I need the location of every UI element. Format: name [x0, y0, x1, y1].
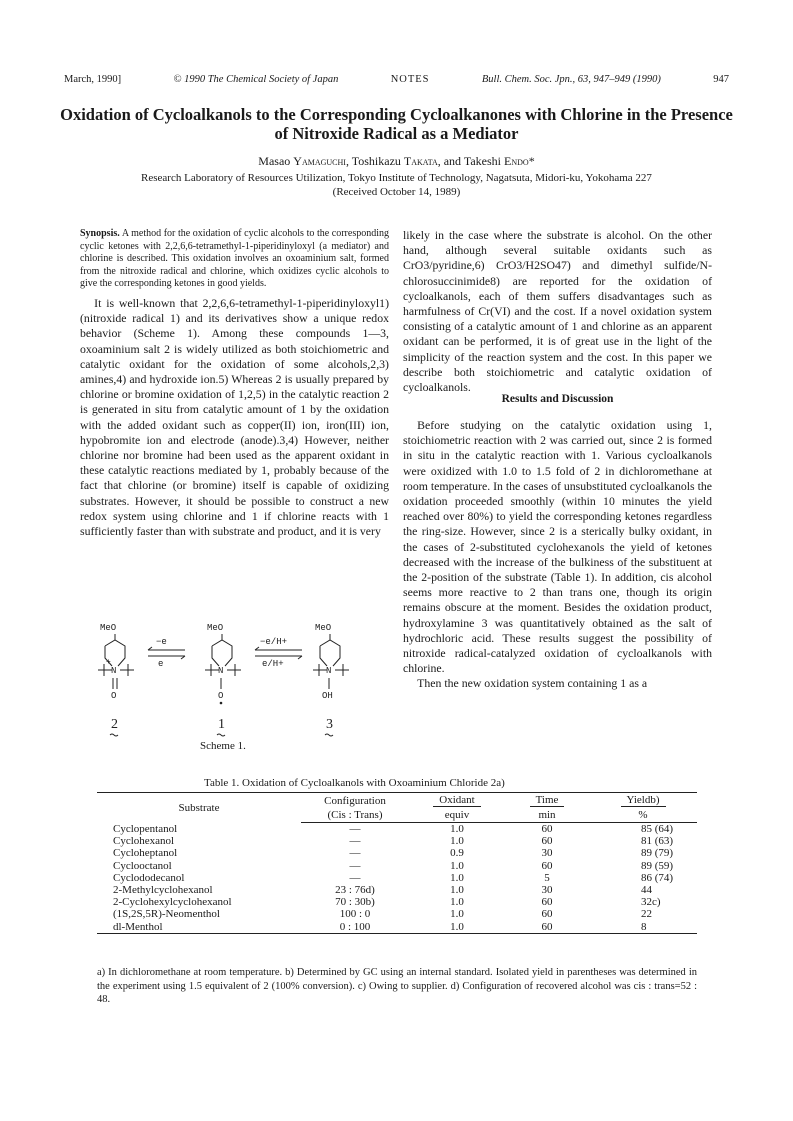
cell-time: 60 — [541, 823, 553, 835]
results-text: Before studying on the catalytic oxidation using 1, stoichiometric reaction with 2 was carried out, since 2 is formed in situ in the catalytic reaction with 1. Various cycloalkanols were oxidized with 1.0 to 1.5 fold of 2 in dichloromethane at room temperature. In the cases of unsubstituted cycloalkanols the oxidation proceeded smoothly (within 10 minutes the yield reached over 80%) to yield the corresponding ketones regardless the ring-size. However, since 2 is a sterically bulky oxidant, in the cases of 2-substituted cyclohexanols the yield of ketones decreased with the increase of the bulkiness of the substituent at the 2-position of the substrate (Table 1). In addition, cis alcohol seems more reactive to 2 than trans one, though its origin remains obscure at the moment. Besides the oxidation product, hydroxylamine 3 was quantitatively obtained as the salt of hydrochloric acid. These results suggest the possibility of nitroxide radical-catalyzed oxidation of cycloalkanols with chlorine. Then the new oxidation system containing 1 as a — [403, 418, 712, 691]
col-header-yield: Yieldb) — [621, 794, 666, 807]
received-date: (Received October 14, 1989) — [332, 185, 461, 198]
arrow-label: −e/H+ — [260, 637, 288, 647]
col-header-oxidant: Oxidant — [433, 794, 480, 807]
cell-substrate: Cycloheptanol — [113, 847, 178, 860]
table-row — [97, 872, 697, 884]
table-row — [97, 896, 697, 908]
cell-time: 5 — [544, 871, 550, 884]
table-body — [97, 823, 697, 934]
cell-time: 60 — [541, 835, 553, 848]
affiliation: Research Laboratory of Resources Utilization, Tokyo Institute of Technology, Nagatsuta, Midori-ku, Yokohama 227 (Received October 14, 1989) — [60, 172, 733, 199]
cell-time: 60 — [541, 859, 553, 872]
section-heading: Results and Discussion — [501, 393, 614, 405]
cell-substrate: Cyclooctanol — [113, 859, 172, 872]
compound-label: 2 — [111, 717, 118, 732]
cell-oxidant: 1.0 — [450, 871, 464, 884]
cell-time: 30 — [541, 884, 553, 897]
meo-label: MeO — [100, 623, 117, 633]
table-footnote: a) In dichloromethane at room temperature. b) Determined by GC using an internal standard. Isolated yield in parentheses was determined in the experiment using 1.5 equivalent of 2 (100% conversion). c) Owing to supplier. d) Configuration of recovered alcohol was cis : trans=52 : 48. — [97, 967, 697, 1005]
table-caption: Table 1. Oxidation of Cycloalkanols with Oxoaminium Chloride 2a) — [204, 777, 505, 789]
meo-label: MeO — [207, 623, 224, 633]
atom-n: N — [218, 666, 224, 676]
cell-oxidant: 0.9 — [450, 847, 464, 860]
journal-citation: Bull. Chem. Soc. Jpn., 63, 947–949 (1990) — [481, 74, 661, 85]
cell-oxidant: 1.0 — [450, 908, 464, 921]
cell-substrate: 2-Cyclohexylcyclohexanol — [113, 896, 232, 909]
meo-label: MeO — [315, 623, 332, 633]
synopsis-text: A method for the oxidation of cyclic alcohols to the corresponding cyclic ketones with 2,2,6,6-tetramethyl-1-piperidinyloxyl (a mediator) and chlorine is described. This oxidation involves an oxoaminium salt, formed from the nitroxide radical and chlorine, which oxidizes cyclic alcohols to give the corresponding ketones in good yields. — [80, 228, 389, 289]
cell-config: — — [349, 835, 361, 848]
table-row — [97, 860, 697, 872]
cell-oxidant: 1.0 — [450, 896, 464, 909]
cell-config: — — [349, 859, 361, 872]
atom-o: O — [218, 691, 224, 701]
cell-yield: 8 — [589, 921, 697, 934]
synopsis-label: Synopsis. — [80, 228, 120, 239]
copyright: © 1990 The Chemical Society of Japan — [173, 74, 339, 85]
atom-o: O — [111, 691, 117, 701]
cell-oxidant: 1.0 — [409, 921, 505, 934]
scheme-caption: Scheme 1. — [200, 740, 246, 752]
cell-yield: 89 (59) — [641, 859, 674, 872]
cell-substrate: dl-Menthol — [97, 921, 301, 934]
compound-label: 3 — [326, 717, 333, 732]
table-row — [97, 835, 697, 847]
col-header-substrate: Substrate — [97, 793, 301, 823]
cell-substrate: 2-Methylcyclohexanol — [113, 884, 213, 897]
table-row — [97, 847, 697, 859]
cell-time: 60 — [541, 908, 553, 921]
section-label: NOTES — [390, 74, 430, 85]
cell-yield: 81 (63) — [641, 835, 674, 848]
cell-substrate: (1S,2S,5R)-Neomenthol — [113, 908, 220, 921]
cell-config: — — [349, 823, 361, 835]
cell-yield: 85 (64) — [641, 823, 674, 835]
compound-label: 1 — [218, 717, 225, 732]
cell-config: 23 : 76d) — [335, 884, 375, 897]
synopsis — [80, 228, 389, 291]
arrow-label: e — [158, 659, 164, 669]
author-surname: Takata — [403, 154, 438, 168]
col-header-configuration: Configuration — [301, 793, 409, 809]
cell-yield: 89 (79) — [641, 847, 674, 860]
intro-paragraph: It is well-known that 2,2,6,6-tetramethyl-1-piperidinyloxyl1) (nitroxide radical 1) and its derivatives show a unique redox behavior (Scheme 1). Among these compounds 1—3, oxoaminium salt 2 is widely utilized as both stoichiometric and catalytic oxidant for the oxidation of some alcohols,2,3) amines,4) and hydroxide ion.5) Whereas 2 is usually prepared by chlorine or bromine oxidation of 1,2,5) in the catalytic reaction 2 is generated in situ from catalytic amount of 1 by the oxidation with the added oxidant such as copper(II) ion, iron(III) ion, hypobromite ion and electrode (anode).3,4) However, neither chlorine nor bromine had been used as the apparent oxidant in these catalytic reactions mediated by 1, probably because of the fact that chlorine (or bromine) itself is capable of oxidizing substrates. However, it should be possible to construct a new redox system using chlorine and 1 if chlorine reacts with 1 sufficiently faster than with substrate and product, and it is very — [80, 296, 389, 539]
article-title: Oxidation of Cycloalkanols to the Corresponding Cycloalkanones with Chlorine in the Presence of Nitroxide Radical as a Mediator — [60, 105, 733, 143]
table-row — [97, 921, 697, 934]
col-subheader-oxidant: equiv — [409, 808, 505, 823]
table-row — [97, 823, 697, 836]
cell-config: — — [349, 847, 361, 860]
author-list: Masao Yamaguchi, Toshikazu Takata, and Takeshi Endo* — [258, 154, 535, 168]
page-number: 947 — [713, 74, 729, 85]
cell-yield: 44 — [641, 884, 652, 897]
author-surname: Endo — [504, 154, 529, 168]
running-header — [64, 74, 729, 85]
atom-n: N — [111, 666, 117, 676]
cell-yield: 32c) — [641, 896, 661, 909]
table-row — [97, 908, 697, 920]
cell-time: 60 — [541, 896, 553, 909]
issue-date: March, 1990] — [64, 74, 122, 85]
cell-substrate: Cyclohexanol — [113, 835, 175, 848]
cell-oxidant: 1.0 — [450, 884, 464, 897]
col-header-time: Time — [530, 794, 565, 807]
cell-yield: 22 — [641, 908, 652, 921]
cell-time: 30 — [541, 847, 553, 860]
cell-config: 0 : 100 — [301, 921, 409, 934]
col-subheader-config: (Cis : Trans) — [301, 808, 409, 823]
atom-n: N — [326, 666, 332, 676]
cell-config: — — [349, 871, 361, 884]
cell-yield: 86 (74) — [641, 871, 674, 884]
col-subheader-yield: % — [589, 808, 697, 823]
charge-label: + — [106, 658, 111, 667]
results-table — [97, 792, 697, 934]
arrow-label: e/H+ — [262, 659, 284, 669]
cell-substrate: Cyclopentanol — [113, 822, 178, 835]
cell-config: 100 : 0 — [339, 908, 371, 921]
scheme-1-redox-diagram — [90, 618, 380, 758]
author-surname: Yamaguchi — [293, 154, 346, 168]
atom-oh: OH — [322, 691, 333, 701]
table-row — [97, 884, 697, 896]
cell-oxidant: 1.0 — [450, 859, 464, 872]
cell-time: 60 — [505, 921, 589, 934]
cell-oxidant: 1.0 — [450, 835, 464, 848]
cell-oxidant: 1.0 — [450, 823, 464, 835]
intro-continued: likely in the case where the substrate is alcohol. On the other hand, although several suitable oxidants such as CrO3/pyridine,6) CrO3/H2SO47) and dimethyl sulfide/N-chlorosuccinimide8) are reported for the oxidation of cycloalkanols, each of them suffers disadvantages such as harmfulness of Cr(VI) and the cost. If a novel oxidation system consisting of a catalytic amount of 1 and chlorine as an apparent oxidant can be performed, it is of great use in the light of the simplicity of the reaction system and the cost. In this paper we describe both stoichiometric and catalytic oxidation of cycloalkanols. — [403, 228, 712, 395]
table-header-row — [97, 793, 697, 809]
col-subheader-time: min — [505, 808, 589, 823]
arrow-label: −e — [156, 637, 167, 647]
cell-config: 70 : 30b) — [335, 896, 375, 909]
cell-substrate: Cyclododecanol — [113, 871, 185, 884]
